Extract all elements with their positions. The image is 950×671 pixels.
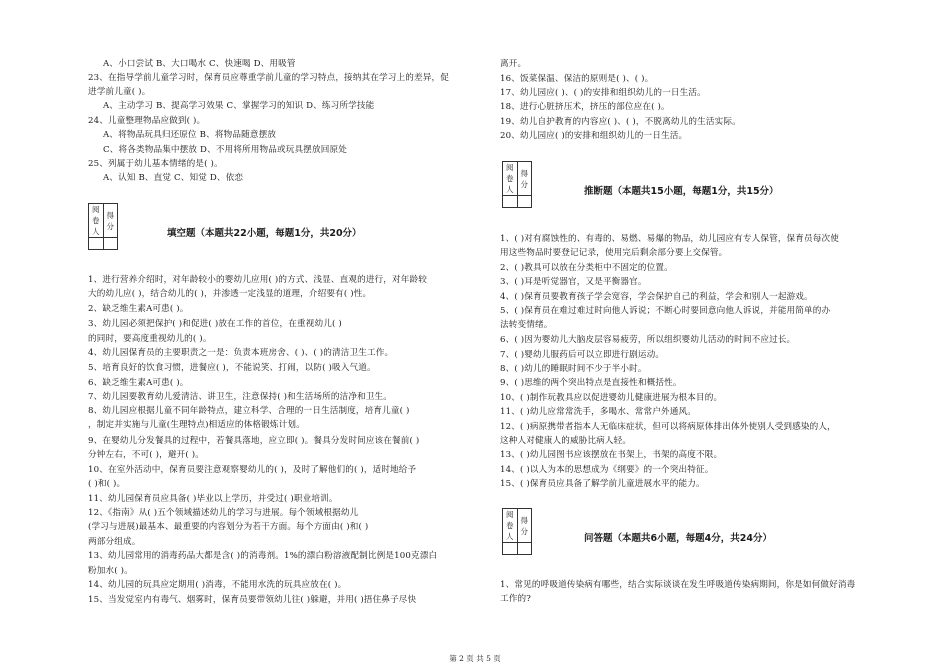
fill-line: 大的幼儿应( )，结合幼儿的( )，并渗透一定浅显的道理，介绍要有( )性。 [88, 289, 372, 299]
judge-line: 12、( )病原携带者指本人无临床症状，但可以将病原体排出体外使别人受到感染的人， [500, 422, 836, 432]
fill-line: 17、幼儿园应( )、( )的安排和组织幼儿的一日生活。 [500, 88, 706, 98]
reviewer-label: 阅卷人 [503, 162, 518, 196]
fill-line: (学习与进展)最基本、最重要的内容划分为若干方面。每个方面由( )和( ) [88, 522, 369, 532]
judge-line: 5、( )保育员在难过难过时向他人诉说；不断心时要回意向他人诉说，并能用简单的办 [500, 306, 831, 316]
judge-line: 9、( )思维的两个突出特点是直接性和概括性。 [500, 378, 682, 388]
score-box-qa [502, 508, 532, 555]
judge-line: 6、( )因为婴幼儿大脑皮层容易疲劳，所以组织婴幼儿活动的时间不应过长。 [500, 335, 796, 345]
question-line: 23、在指导学前儿童学习时，保育员应尊重学前儿童的学习特点，接纳其在学习上的差异，促 [88, 73, 449, 83]
option-line: A、主动学习 B、提高学习效果 C、掌握学习的知识 D、练习所学技能 [103, 101, 375, 111]
fill-line: 3、幼儿园必须把保护( )和促进( )放在工作的首位，在重视幼儿( ) [88, 319, 342, 329]
qa-line: 1、常见的呼吸道传染病有哪些，结合实际谈谈在发生呼吸道传染病期间，你是如何做好消毒 [500, 580, 856, 590]
judge-line: 15、( )保育员应具备了解学前儿童进展水平的能力。 [500, 479, 705, 489]
fill-line: 19、幼儿自护教育的内容应( )、( )，不脱离幼儿的生活实际。 [500, 117, 741, 127]
fill-line: 1、进行营养介绍时，对年龄较小的婴幼儿应用( )的方式、浅显、直观的进行，对年龄较 [88, 275, 428, 285]
fill-line: 4、幼儿园保育员的主要职责之一是：负责本班房舍、( )、( )的清洁卫生工作。 [88, 348, 394, 358]
fill-line: 20、幼儿园应( )的安排和组织幼儿的一日生活。 [500, 131, 688, 141]
fill-line: 16、饭菜保温、保洁的原则是( )、( )。 [500, 74, 654, 84]
judge-line: 4、( )保育员要教育孩子学会宽容，学会保护自己的利益，学会和别人一起游戏。 [500, 292, 813, 302]
fill-line: 9、在婴幼儿分发餐具的过程中，若餐具落地，应立即( )。餐具分发时间应该在餐前( ) [88, 436, 420, 446]
fill-line: 两部分组成。 [88, 537, 141, 547]
score-label: 得分 [103, 204, 118, 238]
fill-line: 12、《指南》从( )五个领域描述幼儿的学习与进展。每个领域根据幼儿 [88, 508, 359, 518]
fill-line: 离开。 [500, 59, 527, 69]
fill-line: 15、当发觉室内有毒气、烟雾时，保育员要带领幼儿往( )躲避，并用( )捂住鼻子尽快 [88, 595, 417, 605]
judge-line: 这种人对健康人的威胁比病人轻。 [500, 436, 632, 446]
judge-line: 7、( )婴幼儿服药后可以立即进行剧运动。 [500, 350, 665, 360]
reviewer-label: 阅卷人 [503, 509, 518, 543]
page-footer: 第 2 页 共 5 页 [449, 654, 501, 663]
fill-section-title: 填空题（本题共22小题，每题1分，共20分） [167, 228, 362, 239]
question-line: 25、列属于幼儿基本情绪的是( )。 [88, 159, 223, 169]
fill-line: ( )和( )。 [88, 479, 126, 489]
question-line: 进学前儿童( )。 [88, 87, 151, 97]
judge-line: 1、( )对有腐蚀性的、有毒的、易燃、易爆的物品，幼儿园应有专人保管，保育员每次使 [500, 234, 840, 244]
option-line: A、认知 B、直觉 C、知觉 D、依恋 [103, 173, 244, 183]
qa-section-title: 问答题（本题共6小题，每题4分，共24分） [584, 533, 772, 544]
fill-line: 18、进行心脏挤压术，挤压的部位应在( )。 [500, 102, 670, 112]
fill-line: 的同时，要高度重视幼儿的( )。 [88, 334, 212, 344]
option-line: C、将各类物品集中摆放 D、不用将所用物品或玩具摆放回原处 [103, 145, 347, 155]
fill-line: 2、缺乏维生素A可患( )。 [88, 304, 189, 314]
fill-line: 7、幼儿园要教育幼儿爱清洁、讲卫生，注意保持( )和生活场所的洁净和卫生。 [88, 392, 393, 402]
fill-line: ，制定并实施与儿童(生理特点)相适应的体格锻炼计划。 [88, 420, 305, 430]
option-line: A、将物品玩具归还原位 B、将物品随意摆放 [103, 130, 277, 140]
qa-line: 工作的? [500, 594, 531, 604]
score-box-fill [88, 203, 118, 250]
judge-line: 13、( )幼儿园图书应该摆放在书架上，书架的高度不限。 [500, 450, 723, 460]
fill-line: 8、幼儿园应根据儿童不同年龄特点，建立科学、合理的一日生活制度，培育儿童( ) [88, 406, 410, 416]
score-label: 得分 [517, 162, 532, 196]
fill-line: 5、培育良好的饮食习惯，进餐应( )，不能说笑、打闹，以防( )吸入气道。 [88, 363, 376, 373]
judge-section-title: 推断题（本题共15小题，每题1分，共15分） [584, 186, 779, 197]
fill-line: 粉加水( )。 [88, 566, 133, 576]
judge-line: 用这些物品时要登记记录，使用完后剩余部分要上交保管。 [500, 248, 728, 258]
reviewer-label: 阅卷人 [89, 204, 104, 238]
judge-line: 2、( )教具可以放在分类柜中不固定的位置。 [500, 263, 673, 273]
judge-line: 3、( )耳是听觉器官，又是平衡器官。 [500, 277, 647, 287]
fill-line: 6、缺乏维生素A可患( )。 [88, 378, 189, 388]
question-line: 24、儿童整理物品应做到( )。 [88, 116, 206, 126]
judge-line: 11、( )幼儿应常常洗手，多喝水、常常户外通风。 [500, 407, 696, 417]
fill-line: 分钟左右，不可( )，避开( )。 [88, 450, 204, 460]
fill-line: 13、幼儿园常用的消毒药品大都是含( )的消毒剂。1%的漂白粉溶液配制比例是100克漂白 [88, 551, 438, 561]
judge-line: 8、( )幼儿的睡眠时间不少于半小时。 [500, 364, 647, 374]
fill-line: 10、在室外活动中，保育员要注意观察婴幼儿的( )，及时了解他们的( )，适时地给予 [88, 465, 417, 475]
fill-line: 14、幼儿园的玩具应定期用( )消毒，不能用水洗的玩具应放在( )。 [88, 580, 347, 590]
judge-line: 14、( )以人为本的思想成为《纲要》的一个突出特征。 [500, 465, 714, 475]
score-box-judge [502, 161, 532, 208]
option-line: A、小口尝试 B、大口喝水 C、快速喝 D、用吸管 [103, 59, 296, 69]
score-label: 得分 [517, 509, 532, 543]
fill-line: 11、幼儿园保育员应具备( )毕业以上学历，并受过( )职业培训。 [88, 494, 338, 504]
judge-line: 10、( )制作玩教具应以促进婴幼儿健康进展为根本目的。 [500, 393, 723, 403]
judge-line: 法转变情绪。 [500, 320, 553, 330]
